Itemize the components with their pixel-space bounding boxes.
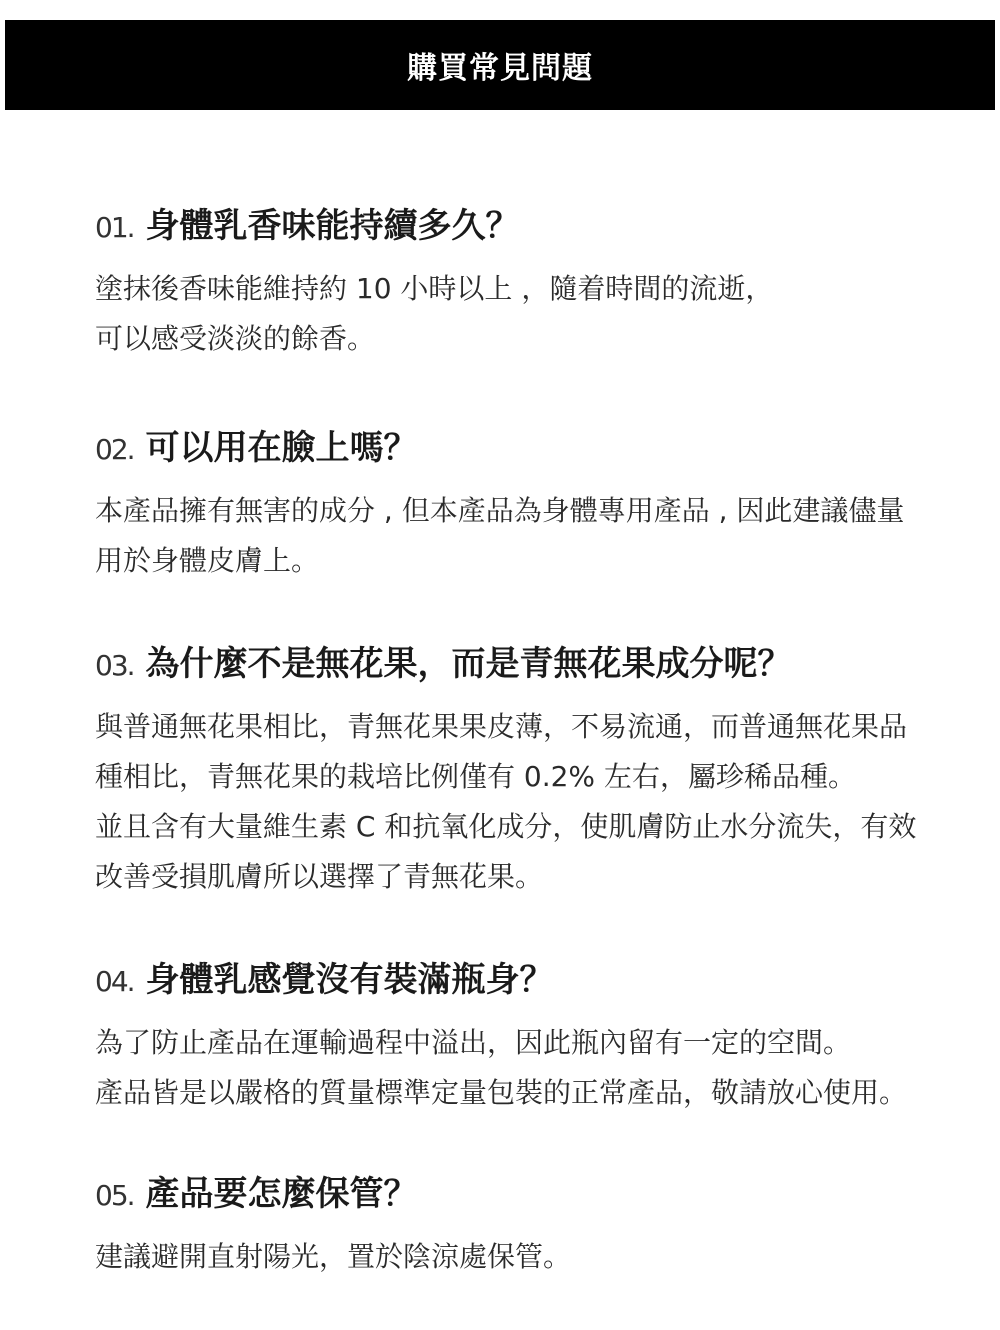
faq-answer-line: 並且含有大量維生素 C 和抗氧化成分，使肌膚防止水分流失，有效 (95, 810, 917, 843)
faq-answer (95, 486, 935, 586)
faq-answer-line: 用於身體皮膚上。 (95, 544, 320, 577)
faq-question-row (95, 636, 935, 684)
faq-number: 04. (95, 965, 134, 998)
faq-answer-line: 改善受損肌膚所以選擇了青無花果。 (95, 860, 544, 893)
faq-question: 為什麼不是無花果，而是青無花果成分呢？ (145, 644, 792, 684)
faq-answer-line: 塗抹後香味能維持約 10 小時以上 ，隨着時間的流逝， (95, 272, 774, 305)
faq-number: 05. (95, 1179, 134, 1212)
page-title: 購買常見問題 (407, 51, 593, 86)
faq-answer-line: 建議避開直射陽光，置於陰涼處保管。 (95, 1240, 572, 1273)
faq-answer-line: 產品皆是以嚴格的質量標準定量包裝的正常產品，敬請放心使用。 (95, 1076, 908, 1109)
faq-item-02 (95, 420, 935, 586)
faq-answer-line: 與普通無花果相比，青無花果果皮薄，不易流通，而普通無花果品 (95, 710, 908, 743)
faq-item-03 (95, 636, 935, 902)
faq-item-04 (95, 952, 935, 1118)
faq-answer-line: 本產品擁有無害的成分 , 但本產品為身體專用產品 , 因此建議儘量 (95, 494, 905, 527)
faq-item-01 (95, 198, 935, 364)
faq-question-row (95, 420, 935, 468)
header-bar (5, 20, 995, 110)
faq-answer (95, 702, 935, 902)
faq-answer (95, 264, 935, 364)
faq-number: 01. (95, 211, 134, 244)
faq-question: 可以用在臉上嗎？ (145, 428, 418, 468)
faq-question: 身體乳香味能持續多久？ (145, 206, 520, 246)
faq-number: 02. (95, 433, 134, 466)
faq-item-05 (95, 1166, 935, 1282)
faq-question-row (95, 1166, 935, 1214)
faq-number: 03. (95, 649, 134, 682)
faq-answer (95, 1018, 935, 1118)
faq-question: 身體乳感覺沒有裝滿瓶身？ (145, 960, 554, 1000)
faq-answer-line: 種相比，青無花果的栽培比例僅有 0.2% 左右，屬珍稀品種。 (95, 760, 856, 793)
faq-answer (95, 1232, 935, 1282)
faq-question-row (95, 198, 935, 246)
faq-answer-line: 為了防止產品在運輸過程中溢出，因此瓶內留有一定的空間。 (95, 1026, 852, 1059)
faq-answer-line: 可以感受淡淡的餘香。 (95, 322, 376, 355)
faq-question-row (95, 952, 935, 1000)
faq-question: 產品要怎麼保管？ (145, 1174, 418, 1214)
